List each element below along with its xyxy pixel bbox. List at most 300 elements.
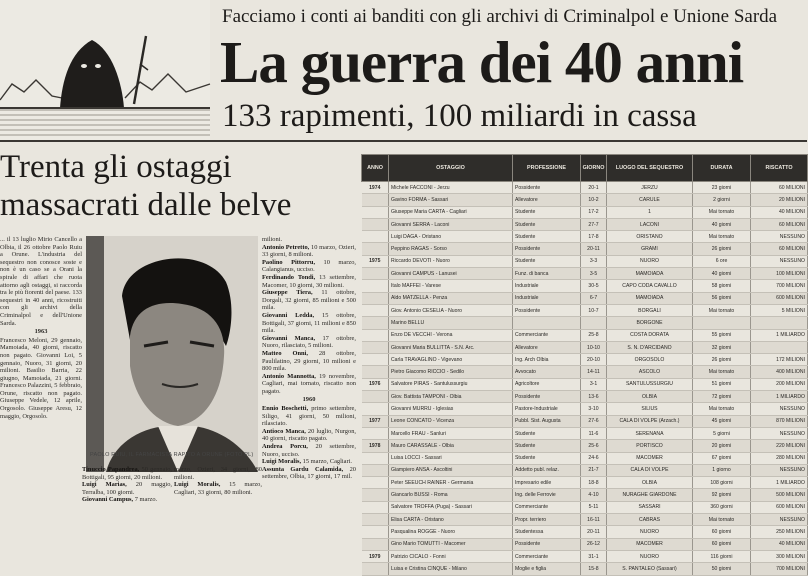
table-row	[362, 317, 808, 329]
cell-duration: 40 giorni	[693, 268, 751, 280]
cell-day: 4-10	[581, 489, 607, 501]
cell-profession: Studente	[513, 218, 581, 230]
entry-name: Antonio Mannotta,	[262, 372, 316, 380]
table-row	[362, 182, 808, 194]
cell-ransom: 400 MILIONI	[751, 366, 808, 378]
cell-place: NUORO	[607, 550, 693, 562]
cell-duration: 67 giorni	[693, 452, 751, 464]
cell-duration: 116 giorni	[693, 550, 751, 562]
cell-profession: Studente	[513, 231, 581, 243]
cell-day: 27-6	[581, 415, 607, 427]
cell-hostage: Pietro Giacomo RICCIO - Sedilo	[389, 366, 513, 378]
cell-place: S. PANTALEO (Sassari)	[607, 563, 693, 575]
cell-place: MAMOIADA	[607, 268, 693, 280]
cell-day: 20-11	[581, 243, 607, 255]
cell-profession: Commerciante	[513, 501, 581, 513]
cell-profession: Studente	[513, 440, 581, 452]
cell-day: 17-8	[581, 231, 607, 243]
cell-year	[362, 218, 389, 230]
cell-day: 3-5	[581, 268, 607, 280]
cell-year: 1975	[362, 255, 389, 267]
cell-ransom: 1 MILIARDO	[751, 391, 808, 403]
cell-year	[362, 280, 389, 292]
cell-hostage: Marino BELLU	[389, 317, 513, 329]
cell-profession: Possidente	[513, 391, 581, 403]
cell-duration: Mai tornato	[693, 206, 751, 218]
entry	[262, 428, 356, 443]
cell-profession: Allevatore	[513, 194, 581, 206]
cell-day: 20-1	[581, 182, 607, 194]
entry	[262, 458, 356, 466]
cell-duration: 50 giorni	[693, 563, 751, 575]
cell-day: 15-8	[581, 563, 607, 575]
year-heading: 1963	[34, 328, 48, 336]
cell-day: 20-11	[581, 526, 607, 538]
table-row	[362, 501, 808, 513]
cell-hostage: Luisa e Cristina CINQUE - Milano	[389, 563, 513, 575]
entry	[262, 373, 356, 396]
cell-hostage: Elisa CARTA - Oristano	[389, 514, 513, 526]
table-row	[362, 427, 808, 439]
cell-profession: Studente	[513, 255, 581, 267]
entry-name: Paolino Pittorru,	[262, 258, 316, 266]
masthead-illustration	[0, 0, 210, 140]
cell-ransom: 5 MILIONI	[751, 304, 808, 316]
cell-place: PORTISCO	[607, 440, 693, 452]
hostage-photo	[86, 236, 258, 472]
cell-ransom	[751, 317, 808, 329]
cell-place: MAMOIADA	[607, 292, 693, 304]
cell-profession: Possidente	[513, 182, 581, 194]
cell-place: 1	[607, 206, 693, 218]
entry-name: Matteo Onni,	[262, 349, 308, 357]
cell-ransom: 300 MILIONI	[751, 550, 808, 562]
cell-place: BORGONE	[607, 317, 693, 329]
table-row	[362, 526, 808, 538]
cell-place: SILIUS	[607, 403, 693, 415]
cell-place: ORISTANO	[607, 231, 693, 243]
cell-year	[362, 341, 389, 353]
entry-text: 17 ottobre, Nuoro, rilasciato, 5 milioni.	[262, 334, 356, 350]
cell-ransom: 40 MILIONI	[751, 538, 808, 550]
entry-text: 15 marzo, Cagliari.	[302, 458, 353, 466]
cell-profession: Possidente	[513, 538, 581, 550]
cell-place: SANTULUSSURGIU	[607, 378, 693, 390]
cell-day: 17-2	[581, 206, 607, 218]
cell-year	[362, 403, 389, 415]
cell-place: CAPO CODA CAVALLO	[607, 280, 693, 292]
cell-year	[362, 317, 389, 329]
cell-duration: 92 giorni	[693, 489, 751, 501]
cell-day: 20-10	[581, 354, 607, 366]
cell-hostage: Michele FACCONI - Jerzu	[389, 182, 513, 194]
cell-ransom: 40 MILIONI	[751, 206, 808, 218]
cell-ransom: NESSUNO	[751, 255, 808, 267]
cell-year	[362, 268, 389, 280]
cell-place: COSTA DORATA	[607, 329, 693, 341]
entry	[82, 496, 172, 504]
cell-ransom: 500 MILIONI	[751, 489, 808, 501]
cell-duration: Mai tornato	[693, 304, 751, 316]
cell-ransom: 700 MILIONI	[751, 280, 808, 292]
year-heading: 1960	[302, 396, 316, 404]
entry-text: 10 marzo, Calangianus, ucciso.	[262, 258, 356, 274]
table-row	[362, 231, 808, 243]
cell-profession: Agricoltore	[513, 378, 581, 390]
cell-year	[362, 243, 389, 255]
entry-text: 13 settembre, Macomer, 10 giorni, 30 milioni.	[262, 273, 356, 289]
cell-year	[362, 489, 389, 501]
cell-place: NURAGHE GIARDONE	[607, 489, 693, 501]
table-row	[362, 452, 808, 464]
cell-hostage: Marcello FRAU - Sanluri	[389, 427, 513, 439]
cell-hostage: Peppino RAGAS - Sorso	[389, 243, 513, 255]
header-duration: DURATA	[693, 155, 751, 182]
cell-year	[362, 292, 389, 304]
cell-year: 1978	[362, 440, 389, 452]
entry-name: Luigi Moralis,	[174, 481, 221, 489]
cell-year: 1977	[362, 415, 389, 427]
entry-name: Luigi Marias,	[82, 481, 127, 489]
cell-hostage: Giampiero ANSA - Ascoltini	[389, 464, 513, 476]
entry-name: Antonio Petretto,	[262, 243, 310, 251]
cell-day: 21-7	[581, 464, 607, 476]
table-row	[362, 292, 808, 304]
cell-profession: Moglie e figlia	[513, 563, 581, 575]
cell-hostage: Italo MAFFEI - Varese	[389, 280, 513, 292]
entry	[262, 350, 356, 373]
cell-place: MACOMER	[607, 538, 693, 550]
cell-duration: 55 giorni	[693, 329, 751, 341]
entry-name: Giuseppe Tiera,	[262, 289, 313, 297]
cell-day: 30-5	[581, 280, 607, 292]
photo-caption: PAOLO RUIU, IL FARMACISTA RAPITO A ORUNE (FOTO PL)	[90, 452, 254, 458]
cell-duration: 20 giorni	[693, 440, 751, 452]
table-row	[362, 218, 808, 230]
entry	[174, 466, 262, 481]
cell-year	[362, 206, 389, 218]
table-row	[362, 464, 808, 476]
cell-day: 31-1	[581, 550, 607, 562]
entry	[262, 405, 356, 428]
cell-duration: 60 giorni	[693, 538, 751, 550]
article-paragraph: milioni.	[262, 236, 283, 243]
subhead: 133 rapimenti, 100 miliardi in cassa	[222, 98, 697, 134]
article-paragraph: ... il 13 luglio Mirio Cancello a Olbia, il 26 ottobre Paolo Ruiu a Orune. L'industria del sequestro non conosce soste e non è un caso se a Orani la spirale di affari che ruota attorno agli ostaggi, si raccorda tra le più fiorenti del paese. 133 sequestri in 40 anni, ricostruiti con gli archivi della Criminalpol e dell'Unione Sarda.	[0, 236, 82, 327]
cell-profession: Industriale	[513, 292, 581, 304]
cell-ransom: 600 MILIONI	[751, 292, 808, 304]
article-column-left	[0, 236, 82, 538]
cell-day: 3-10	[581, 403, 607, 415]
cell-profession: Impresario edile	[513, 477, 581, 489]
cell-place: SERENANA	[607, 427, 693, 439]
entry	[174, 481, 262, 496]
header-day: GIORNO	[581, 155, 607, 182]
header-ransom: RISCATTO	[751, 155, 808, 182]
table-row	[362, 255, 808, 267]
header-place: LUOGO DEL SEQUESTRO	[607, 155, 693, 182]
cell-place: CALA DI VOLPE (Arzach.)	[607, 415, 693, 427]
cell-duration: 56 giorni	[693, 292, 751, 304]
cell-place: NUORO	[607, 255, 693, 267]
entry-text: 50 gennaio, Bottigali, 95 giorni, 20 milioni.	[82, 466, 172, 481]
cell-place: CARULE	[607, 194, 693, 206]
article-column-right	[262, 236, 356, 538]
cell-place: BORGALI	[607, 304, 693, 316]
cell-day: 5-11	[581, 501, 607, 513]
cell-year	[362, 194, 389, 206]
cell-profession: Ing. Arch Olbia	[513, 354, 581, 366]
entry-text: primo settembre, Siligo, 41 giorni, 50 milioni, rilasciato.	[262, 405, 356, 428]
cell-day: 16-11	[581, 514, 607, 526]
cell-year: 1976	[362, 378, 389, 390]
cell-hostage: Mauro CARASSALE - Olbia	[389, 440, 513, 452]
table-row	[362, 329, 808, 341]
cell-place: OLBIA	[607, 477, 693, 489]
cell-place: NUORO	[607, 526, 693, 538]
table-row	[362, 341, 808, 353]
entry	[262, 443, 356, 458]
cell-ransom: 870 MILIONI	[751, 415, 808, 427]
cell-hostage: Peter SEEUCH RAINER - Germania	[389, 477, 513, 489]
cell-duration: 5 giorni	[693, 427, 751, 439]
cell-day: 25-6	[581, 440, 607, 452]
article-paragraph: Francesco Meloni, 29 gennaio, Mamoiada, 40 giorni, riscatto non pagato. Giovanni Loi, 5 gennaio, Nuoro, 31 giorni, 20 milioni. Basilio Barria, 22 giugno, Mamoiada, 21 giorni. Francesco Palazzini, 5 febbraio, Orune, riscatto non pagato. Giuseppe Vedele, 12 aprile, Orgosolo. Giuseppe Aresu, 12 maggio, Orgosolo.	[0, 336, 82, 420]
cell-duration: 360 giorni	[693, 501, 751, 513]
cell-profession: Studente	[513, 427, 581, 439]
table-row	[362, 391, 808, 403]
cell-profession: Pubbl. Sist. Augusta	[513, 415, 581, 427]
cell-ransom: 100 MILIONI	[751, 268, 808, 280]
cell-duration: Mai tornato	[693, 366, 751, 378]
cell-hostage: Giovanni CAMPUS - Lanusei	[389, 268, 513, 280]
cell-year	[362, 329, 389, 341]
table-row	[362, 304, 808, 316]
table-row	[362, 206, 808, 218]
entry-text: 28 ottobre, Paulilatino, 29 giorni, 10 milioni e 800 mila.	[262, 349, 356, 373]
cell-year	[362, 427, 389, 439]
cell-hostage: Giov. Battista TAMPONI - Olbia	[389, 391, 513, 403]
cell-duration: 51 giorni	[693, 378, 751, 390]
entry-text: 20 maggio, Terralba, 100 giorni.	[82, 481, 172, 496]
entry-name: Giovanni Manca,	[262, 334, 316, 342]
cell-year	[362, 501, 389, 513]
cell-duration: Mai tornato	[693, 514, 751, 526]
entry-text: 20 settembre, Nuoro, ucciso.	[262, 443, 356, 458]
entry-text: 11 ottobre, Dorgali, 32 giorni, 85 milioni e 500 mila.	[262, 289, 356, 312]
cell-ransom: NESSUNO	[751, 231, 808, 243]
cell-profession: Ing. delle Ferrovie	[513, 489, 581, 501]
cell-place: ASCOLO	[607, 366, 693, 378]
headline: La guerra dei 40 anni	[220, 29, 744, 95]
cell-duration: 58 giorni	[693, 280, 751, 292]
cell-ransom: 1 MILIARDO	[751, 329, 808, 341]
cell-day: 25-8	[581, 329, 607, 341]
cell-year	[362, 391, 389, 403]
cell-hostage: Luisa LOCCI - Sassari	[389, 452, 513, 464]
cell-year	[362, 452, 389, 464]
cell-year	[362, 354, 389, 366]
table-row	[362, 378, 808, 390]
entry	[262, 466, 356, 481]
cell-place: LACONI	[607, 218, 693, 230]
cell-ransom: 200 MILIONI	[751, 378, 808, 390]
entry-text: 15 marzo, Cagliari, 33 giorni, 80 milioni.	[174, 481, 262, 496]
entry-name: Luigi Moralis,	[262, 458, 302, 466]
cell-hostage: Patrizio CICALO - Fonni	[389, 550, 513, 562]
cell-ransom: 280 MILIONI	[751, 452, 808, 464]
cell-day: 3-1	[581, 378, 607, 390]
cell-day: 10-10	[581, 341, 607, 353]
entry-text: 19 novembre, Cagliari, mai tornato, riscatto non pagato.	[262, 372, 356, 395]
cell-hostage: Salvatore TROFFA (Puga) - Sassari	[389, 501, 513, 513]
header-hostage: OSTAGGIO	[389, 155, 513, 182]
table-row	[362, 514, 808, 526]
entry-text: 20 luglio, Nurgon, 40 giorni, riscatto pagato.	[262, 427, 356, 443]
cell-profession: Pastore-Industriale	[513, 403, 581, 415]
cell-duration: 26 giorni	[693, 354, 751, 366]
cell-hostage: Giuseppe Maria CARTA - Cagliari	[389, 206, 513, 218]
cell-profession: Commerciante	[513, 329, 581, 341]
cell-ransom: 20 MILIONI	[751, 194, 808, 206]
masthead-rule	[0, 140, 807, 142]
cell-ransom: 220 MILIONI	[751, 440, 808, 452]
table-row	[362, 354, 808, 366]
cell-profession: Addetto publ. relaz.	[513, 464, 581, 476]
cell-hostage: Aldo MATZELLA - Penza	[389, 292, 513, 304]
cell-place: GRAMI	[607, 243, 693, 255]
cell-hostage: Salvatore PIRAS - Santulussurgiu	[389, 378, 513, 390]
cell-duration: 40 giorni	[693, 218, 751, 230]
cell-year	[362, 231, 389, 243]
entry-name: Giovanni Campus,	[82, 496, 134, 504]
cell-hostage: Gino Mario TOMUTTI - Macomer	[389, 538, 513, 550]
cell-place: SASSARI	[607, 501, 693, 513]
cell-day: 18-8	[581, 477, 607, 489]
entry	[262, 335, 356, 350]
table-row	[362, 477, 808, 489]
entry-text: 20 settembre, Olbia, 17 giorni, 17 mil.	[262, 465, 356, 481]
cell-duration	[693, 317, 751, 329]
cell-hostage: Gavino FORMA - Sassari	[389, 194, 513, 206]
table-row	[362, 194, 808, 206]
cell-hostage: Giancarlo BUSSI - Roma	[389, 489, 513, 501]
cell-day: 6-7	[581, 292, 607, 304]
cell-year	[362, 366, 389, 378]
table-row	[362, 366, 808, 378]
cell-place: CALA DI VOLPE	[607, 464, 693, 476]
entry-name: Tinuccio Papandrea,	[82, 466, 140, 473]
cell-place: S. N. D'ARCIDANO	[607, 341, 693, 353]
kidnappings-table-wrap	[361, 154, 807, 572]
cell-ransom: 700 MILIONI	[751, 563, 808, 575]
entry	[262, 312, 356, 335]
cell-day	[581, 317, 607, 329]
article-column-bottom-2	[174, 466, 262, 538]
table-row	[362, 280, 808, 292]
entry-name: Ferdinando Tondi,	[262, 273, 316, 281]
cell-profession	[513, 317, 581, 329]
cell-ransom: 60 MILIONI	[751, 218, 808, 230]
article-title	[0, 148, 360, 224]
cell-duration: 2 giorni	[693, 194, 751, 206]
cell-ransom: NESSUNO	[751, 403, 808, 415]
cell-place: JERZU	[607, 182, 693, 194]
header-profession: PROFESSIONE	[513, 155, 581, 182]
cell-year	[362, 563, 389, 575]
cell-duration: 108 giorni	[693, 477, 751, 489]
cell-day: 3-3	[581, 255, 607, 267]
cell-place: ORGOSOLO	[607, 354, 693, 366]
cell-ransom: NESSUNO	[751, 514, 808, 526]
cell-day: 11-6	[581, 427, 607, 439]
cell-profession: Propr. terriero	[513, 514, 581, 526]
entry	[262, 244, 356, 259]
entry	[262, 259, 356, 274]
entry	[262, 274, 356, 289]
cell-place: OLBIA	[607, 391, 693, 403]
entry	[262, 289, 356, 312]
cell-day: 10-7	[581, 304, 607, 316]
cell-ransom: NESSUNO	[751, 464, 808, 476]
kidnappings-table	[361, 154, 808, 576]
cell-duration: Mai tornato	[693, 231, 751, 243]
cell-hostage: Luigi DAGA - Oristano	[389, 231, 513, 243]
cell-profession: Industriale	[513, 280, 581, 292]
table-row	[362, 440, 808, 452]
cell-year: 1974	[362, 182, 389, 194]
table-row	[362, 538, 808, 550]
entry-text: 15 ottobre, Bottigali, 37 giorni, 11 milioni e 850 mila.	[262, 311, 356, 335]
entry-name: Antioco Manca,	[262, 427, 306, 435]
cell-profession: Allevatore	[513, 341, 581, 353]
table-row	[362, 550, 808, 562]
cell-year	[362, 538, 389, 550]
cell-profession: Possidente	[513, 304, 581, 316]
cell-duration: 6 ore	[693, 255, 751, 267]
cell-place: CABRAS	[607, 514, 693, 526]
kicker: Facciamo i conti ai banditi con gli archivi di Criminalpol e Unione Sarda	[222, 6, 778, 27]
cell-ransom: 1 MILIARDO	[751, 477, 808, 489]
entry-text: 10 marzo, Ozieri, 33 giorni, 8 milioni.	[262, 243, 357, 259]
cell-day: 10-2	[581, 194, 607, 206]
cell-duration: 32 giorni	[693, 341, 751, 353]
cell-ransom: 172 MILIONI	[751, 354, 808, 366]
table-row	[362, 489, 808, 501]
cell-hostage: Giovanni SERRA - Laconi	[389, 218, 513, 230]
cell-hostage: Giovanni Maria BULLITTA - S.N. Arc.	[389, 341, 513, 353]
cell-year	[362, 304, 389, 316]
table-body	[362, 182, 808, 576]
cell-year	[362, 464, 389, 476]
cell-ransom: 60 MILIONI	[751, 182, 808, 194]
entry-text: 7 marzo.	[134, 496, 158, 504]
cell-hostage: Leone CONCATO - Vicenza	[389, 415, 513, 427]
header-year: ANNO	[362, 155, 389, 182]
entry-name: Giovanni Ledda,	[262, 311, 315, 319]
cell-profession: Studente	[513, 452, 581, 464]
entry	[82, 466, 172, 481]
cell-profession: Funz. di banca	[513, 268, 581, 280]
cell-hostage: Giovanni MURRU - Iglesias	[389, 403, 513, 415]
cell-hostage: Carla TRAVAGLINO - Vigevano	[389, 354, 513, 366]
table-row	[362, 403, 808, 415]
cell-place: MACOMER	[607, 452, 693, 464]
cell-duration: 72 giorni	[693, 391, 751, 403]
table-header-row	[362, 155, 808, 182]
cell-duration: 60 giorni	[693, 526, 751, 538]
cell-ransom: 600 MILIONI	[751, 501, 808, 513]
